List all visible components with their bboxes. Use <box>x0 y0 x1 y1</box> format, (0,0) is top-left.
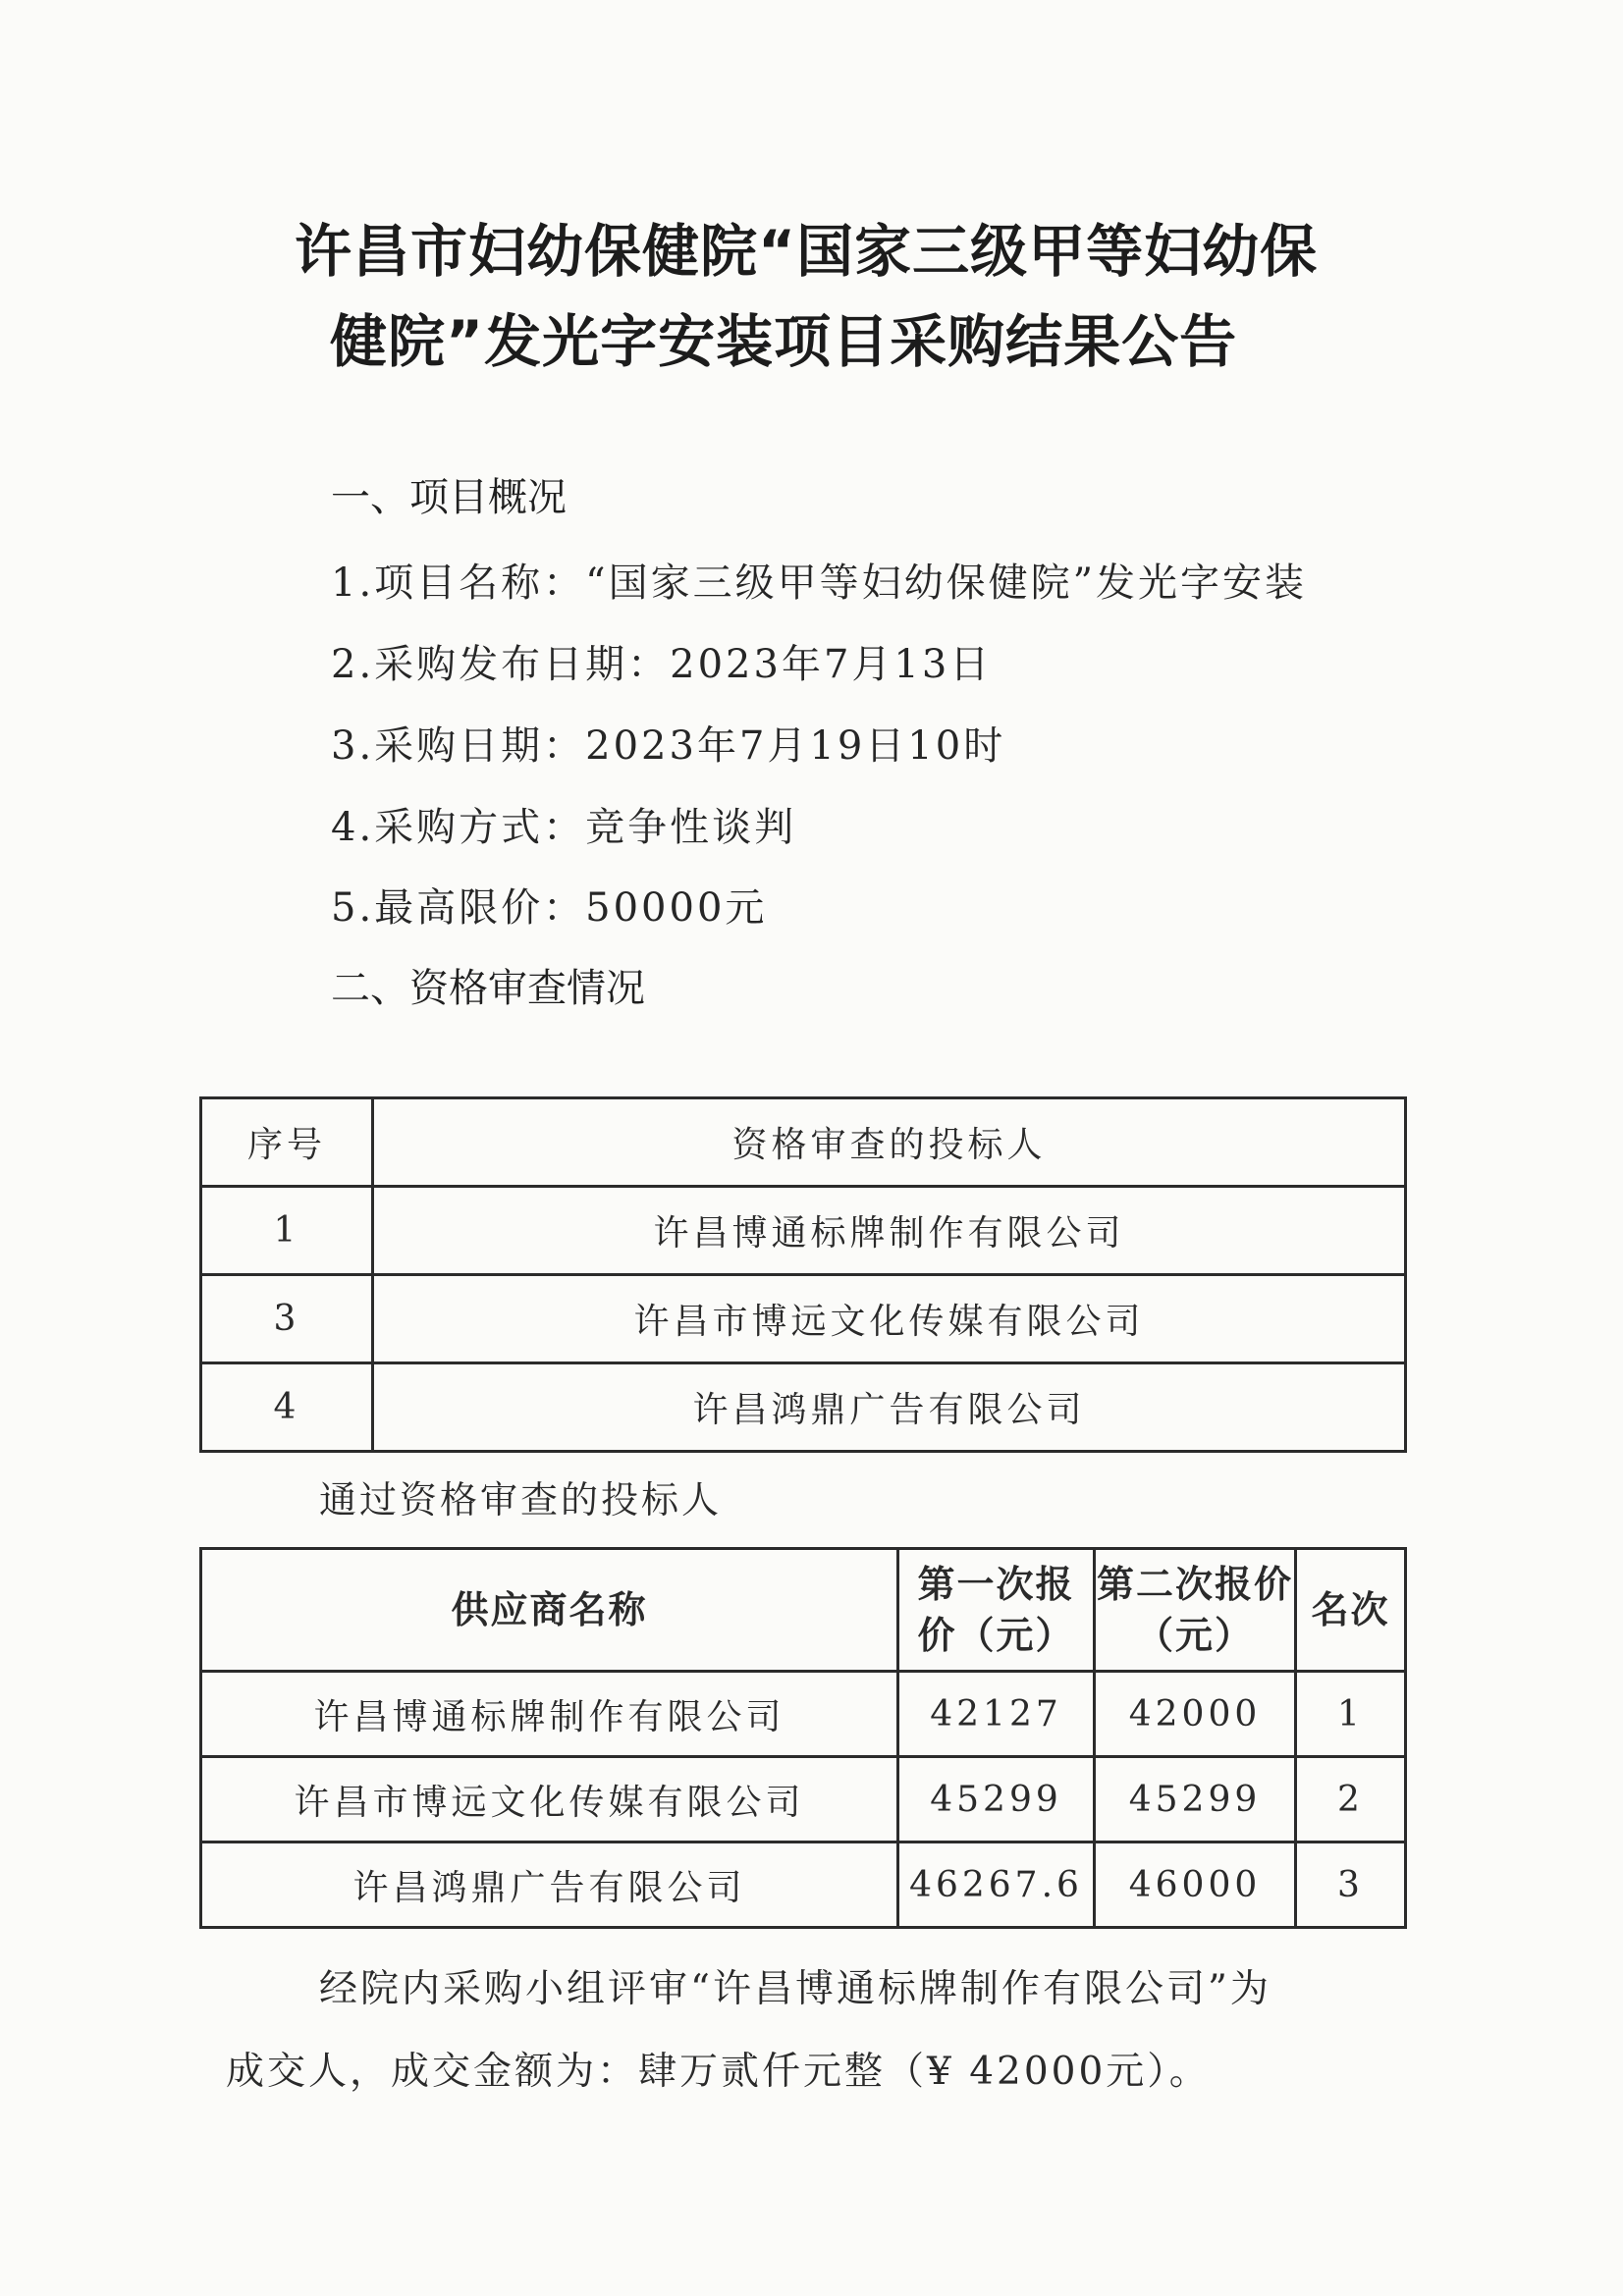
conclusion-line-2: 成交人，成交金额为：肆万贰仟元整（¥ 42000元）。 <box>226 2050 1211 2094</box>
quotation-table <box>199 1547 1407 1929</box>
publish-date: 2.采购发布日期：2023年7月13日 <box>331 642 993 687</box>
table-header-row <box>201 1549 1406 1672</box>
header-supplier: 供应商名称 <box>201 1549 898 1672</box>
table-row <box>201 1672 1406 1757</box>
header-seq: 序号 <box>201 1098 373 1187</box>
table-row <box>201 1842 1406 1928</box>
table-row <box>201 1757 1406 1842</box>
header-second-quote: 第二次报价（元） <box>1095 1549 1296 1672</box>
section-2-heading: 二、资格审查情况 <box>331 966 645 1011</box>
section-1-heading: 一、项目概况 <box>331 475 567 520</box>
cell-first-quote: 46267.6 <box>898 1842 1095 1928</box>
passed-bidders-caption: 通过资格审查的投标人 <box>319 1478 723 1522</box>
cell-rank: 2 <box>1296 1757 1406 1842</box>
cell-first-quote: 42127 <box>898 1672 1095 1757</box>
procurement-method: 4.采购方式：竞争性谈判 <box>331 805 797 850</box>
cell-second-quote: 45299 <box>1095 1757 1296 1842</box>
cell-first-quote: 45299 <box>898 1757 1095 1842</box>
title-line-1: 许昌市妇幼保健院“国家三级甲等妇幼保 <box>295 218 1319 285</box>
procurement-date: 3.采购日期：2023年7月19日10时 <box>331 723 1006 769</box>
cell-supplier: 许昌市博远文化传媒有限公司 <box>201 1757 898 1842</box>
conclusion-paragraph <box>226 1949 1394 2113</box>
cell-second-quote: 42000 <box>1095 1672 1296 1757</box>
qualification-table <box>199 1096 1407 1453</box>
project-name: 1.项目名称：“国家三级甲等妇幼保健院”发光字安装 <box>331 561 1308 606</box>
cell-supplier: 许昌鸿鼎广告有限公司 <box>201 1842 898 1928</box>
cell-rank: 3 <box>1296 1842 1406 1928</box>
table-header-row <box>201 1098 1406 1187</box>
max-price: 5.最高限价：50000元 <box>331 885 768 931</box>
header-rank: 名次 <box>1296 1549 1406 1672</box>
cell-bidder: 许昌市博远文化传媒有限公司 <box>373 1275 1406 1363</box>
document-title <box>295 206 1394 387</box>
title-line-2: 健院”发光字安装项目采购结果公告 <box>330 308 1238 375</box>
table-row <box>201 1363 1406 1452</box>
cell-seq: 4 <box>201 1363 373 1452</box>
header-bidder: 资格审查的投标人 <box>373 1098 1406 1187</box>
cell-supplier: 许昌博通标牌制作有限公司 <box>201 1672 898 1757</box>
header-first-quote: 第一次报价（元） <box>898 1549 1095 1672</box>
cell-bidder: 许昌博通标牌制作有限公司 <box>373 1187 1406 1275</box>
cell-seq: 3 <box>201 1275 373 1363</box>
cell-bidder: 许昌鸿鼎广告有限公司 <box>373 1363 1406 1452</box>
conclusion-line-1: 经院内采购小组评审“许昌博通标牌制作有限公司”为 <box>319 1967 1271 2011</box>
cell-seq: 1 <box>201 1187 373 1275</box>
table-row <box>201 1275 1406 1363</box>
cell-rank: 1 <box>1296 1672 1406 1757</box>
cell-second-quote: 46000 <box>1095 1842 1296 1928</box>
table-row <box>201 1187 1406 1275</box>
